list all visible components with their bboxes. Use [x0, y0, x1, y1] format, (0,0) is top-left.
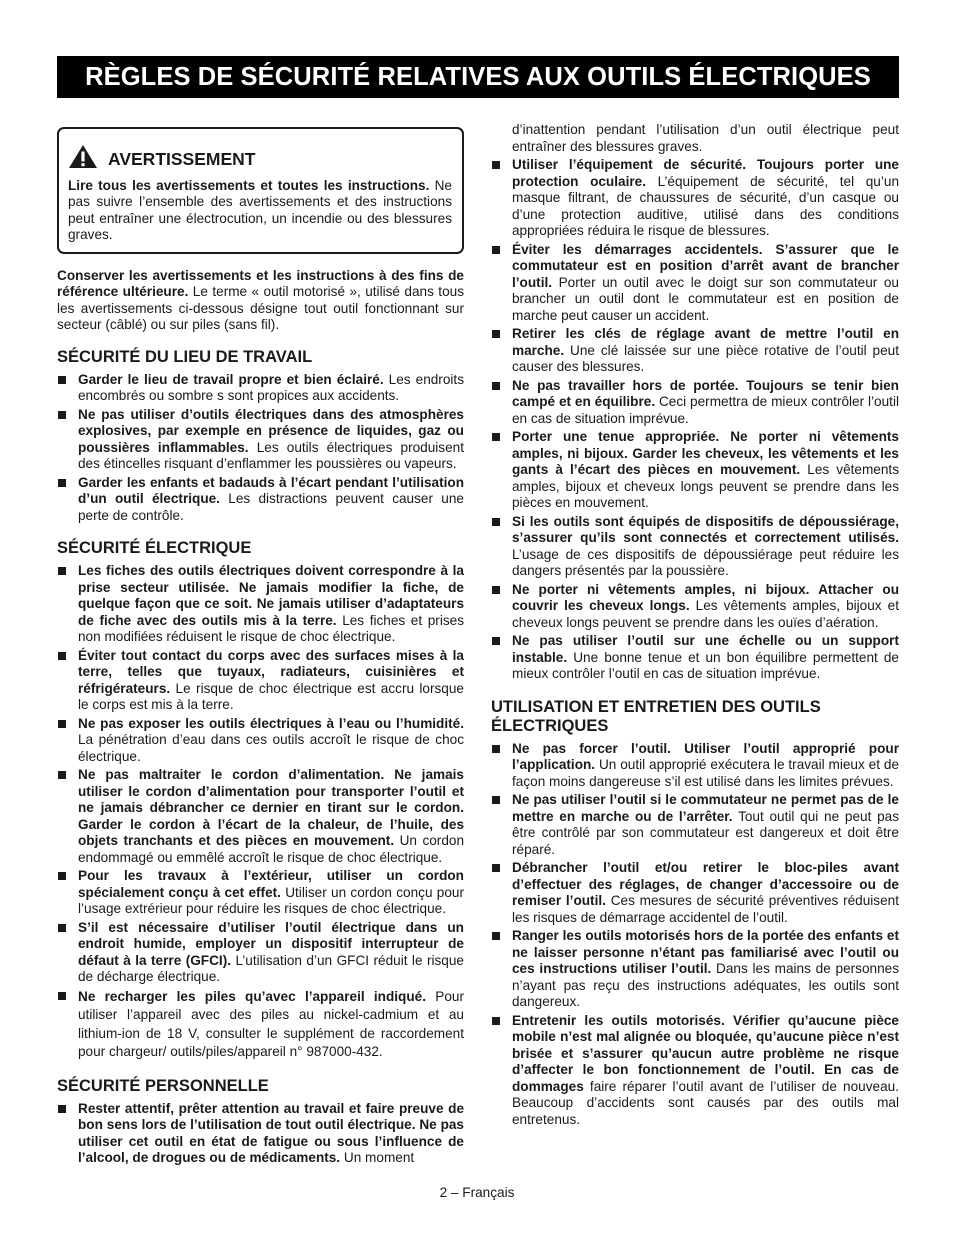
list-item	[491, 582, 899, 632]
list-item	[57, 1101, 464, 1167]
item-text: Les endroits encombrés ou sombre s sont propices aux accidents.	[78, 371, 464, 403]
item-bold: Ne pas utiliser d’outils électriques dans des atmosphères explosives, par exemple en présence de liquides, gaz ou poussières inflammables.	[78, 406, 464, 455]
item-bold: Porter une tenue appropriée. Ne porter ni vêtements amples, ni bijoux. Garder les cheveux, les vêtements et les gants à l’écart des pièces en mouvement.	[512, 429, 899, 477]
item-bold: Retirer les clés de réglage avant de mettre l’outil en marche.	[512, 326, 899, 358]
item-bold: Ne pas maltraiter le cordon d’alimentation. Ne jamais utiliser le cordon d’alimentation pour transporter l’outil et ne jamais débrancher ce dernier en tirant sur le cordon. Garder le cordon à l’écart de la chaleur, de l’huile, des objets tranchants et des pièces en mouvement.	[78, 767, 464, 848]
item-text: Un cordon endommagé ou emmêlé accroît le risque de choc électrique.	[78, 833, 465, 865]
list-entretien	[491, 741, 899, 1129]
item-text: Tout outil qui ne peut pas être contrôlé par son commutateur est dangereux et doit être réparé.	[512, 808, 899, 857]
item-bold: Garder les enfants et badauds à l’écart pendant l’utilisation d’un outil électrique.	[78, 474, 464, 506]
list-item	[491, 378, 899, 428]
list-item	[57, 648, 464, 714]
list-item	[491, 741, 899, 791]
list-item	[491, 429, 899, 512]
left-column	[57, 127, 464, 1182]
item-bold: Ne recharger les piles qu’avec l’appareil indiqué.	[78, 988, 427, 1004]
item-text: Ceci permettra de mieux contrôler l’outil en cas de situation imprévue.	[512, 394, 899, 426]
list-item	[57, 475, 464, 525]
item-text: Les distractions peuvent causer une perte de contrôle.	[78, 491, 464, 523]
item-bold: Les fiches des outils électriques doivent correspondre à la prise secteur utilisée. Ne jamais modifier la fiche, de quelque façon que ce soit. Ne jamais utiliser d’adaptateurs de fiche avec des outils mis à la terre.	[78, 563, 464, 628]
list-lieu	[57, 372, 464, 525]
warning-box	[57, 127, 464, 254]
list-item	[491, 242, 899, 325]
intro-bold: Conserver les avertissements et les instructions à des fins de référence ultérieure.	[57, 267, 464, 299]
item-text: Une bonne tenue et un bon équilibre permettent de mieux contrôler l’outil en cas de situation imprévue.	[512, 649, 899, 681]
section-heading-personnelle: SÉCURITÉ PERSONNELLE	[57, 1076, 269, 1095]
right-column	[491, 122, 899, 1143]
item-text: Un outil approprié exécutera le travail mieux et de façon moins dangereuse s’il est utilisé dans les limites prévues.	[512, 757, 899, 789]
warning-text	[68, 178, 452, 244]
list-item	[491, 514, 899, 580]
item-text: L’usage de ces dispositifs de dépoussiérage peut réduire les dangers présentés par la poussière.	[512, 546, 899, 578]
list-item	[491, 792, 899, 858]
list-personnelle-continued	[491, 157, 899, 683]
item-text: Les fiches et prises non modifiées réduisent le risque de choc électrique.	[78, 612, 464, 644]
warning-header	[68, 144, 452, 174]
list-item	[57, 868, 464, 918]
item-text: Les outils électriques produisent des étincelles risquant d’enflammer les poussières ou vapeurs.	[78, 439, 464, 471]
item-bold: Pour les travaux à l’extérieur, utiliser un cordon spécialement conçu à cet effet.	[78, 868, 464, 900]
list-item	[57, 716, 464, 766]
item-bold: Rester attentif, prêter attention au travail et faire preuve de bon sens lors de l’utilisation de tout outil électrique. Ne pas utiliser cet outil en état de fatigue ou sous l’influence de l’alcool, de drogues ou de médicaments.	[78, 1100, 464, 1165]
item-text: Le risque de choc électrique est accru lorsque le corps est mis à la terre.	[78, 680, 464, 712]
item-bold: Ne pas exposer les outils électriques à l’eau ou l’humidité.	[78, 715, 464, 731]
section-heading-entretien: UTILISATION ET ENTRETIEN DES OUTILS ÉLECTRIQUES	[491, 697, 821, 735]
item-text: Dans les mains de personnes n’ayant pas reçu des instructions adéquates, les outils sont dangereux.	[512, 961, 899, 1009]
item-bold: Si les outils sont équipés de dispositifs de dépoussiérage, s’assurer qu’ils sont connectés et correctement utilisés.	[512, 513, 899, 545]
intro-paragraph	[57, 268, 464, 334]
warning-title: AVERTISSEMENT	[108, 148, 256, 169]
section-heading-lieu: SÉCURITÉ DU LIEU DE TRAVAIL	[57, 347, 313, 366]
list-item	[491, 326, 899, 376]
page-title: RÈGLES DE SÉCURITÉ RELATIVES AUX OUTILS ÉLECTRIQUES	[57, 56, 899, 98]
item-bold: Entretenir les outils motorisés. Vérifier qu’aucune pièce mobile n’est mal alignée ou bloquée, qu’aucune pièce n’est brisée et s’assurer qu’aucun autre problème ne risque d’affecter le bon fonctionnement de l’outil. En cas de dommages	[512, 1012, 899, 1094]
list-item	[57, 920, 464, 986]
item-bold: Éviter tout contact du corps avec des surfaces mises à la terre, telles que tuyaux, radiateurs, cuisinières et réfrigérateurs.	[78, 647, 464, 696]
warning-triangle-icon	[68, 144, 98, 174]
item-bold: S’il est nécessaire d’utiliser l’outil électrique dans un endroit humide, employer un dispositif interrupteur de défaut à la terre (GFCI).	[78, 919, 464, 968]
item-bold: Ne pas utiliser l’outil sur une échelle ou un support instable.	[512, 633, 899, 665]
page-footer: 2 – Français	[439, 1185, 515, 1200]
item-text: Utiliser un cordon conçu pour l’usage extrérieur pour réduire les risques de choc électrique.	[78, 884, 464, 916]
section-heading-electrique: SÉCURITÉ ÉLECTRIQUE	[57, 539, 252, 557]
warning-body: Ne pas suivre l’ensemble des avertissements et des instructions peut entraîner une électrocution, un incendie ou des blessures graves.	[68, 177, 452, 242]
item-bold: Ranger les outils motorisés hors de la portée des enfants et ne laisser personne n’étant pas familiarisé avec l’outil ou ces instructions utiliser l’outil.	[512, 928, 899, 976]
item-bold: Débrancher l’outil et/ou retirer le bloc-piles avant d’effectuer des réglages, de changer d’accessoire ou de remiser l’outil.	[512, 860, 899, 908]
item-bold: Ne pas travailler hors de portée. Toujours se tenir bien campé et en équilibre.	[512, 377, 899, 409]
list-electrique	[57, 563, 464, 1062]
item-bold: Utiliser l’équipement de sécurité. Toujours porter une protection oculaire.	[512, 157, 899, 189]
list-item	[491, 860, 899, 926]
item-text: Pour utiliser l’appareil avec des piles au nickel-cadmium et au lithium-ion de 18 V, consulter le supplément de raccordement pour chargeur/ outils/piles/appareil n° 987000-432.	[78, 988, 464, 1059]
item-text: L’utilisation d’un GFCI réduit le risque de décharge électrique.	[78, 952, 464, 984]
item-bold: Ne pas utiliser l’outil si le commutateur ne permet pas de le mettre en marche ou de l’arrêter.	[512, 792, 899, 824]
list-item	[491, 928, 899, 1011]
list-item	[57, 563, 464, 646]
item-text: faire réparer l’outil avant de l’utiliser de nouveau. Beaucoup d’accidents sont causés par des outils mal entretenus.	[512, 1078, 899, 1127]
item-text: Une clé laissée sur une pièce rotative de l’outil peut causer des blessures.	[512, 342, 899, 374]
item-bold: Ne pas forcer l’outil. Utiliser l’outil approprié pour l’application.	[512, 740, 899, 772]
item-text: Les vêtements amples, bijoux et cheveux longs peuvent se prendre dans les ouïes d’aération.	[512, 598, 900, 630]
list-item	[491, 157, 899, 240]
item-bold: Garder le lieu de travail propre et bien éclairé.	[78, 371, 384, 387]
item-text: Porter un outil avec le doigt sur son commutateur ou brancher un outil dont le commutateur est en position de marche peut causer un accident.	[512, 274, 899, 323]
intro-text: Le terme « outil motorisé », utilisé dans tous les avertissements ci-dessous désigne tout outil fonctionnant sur secteur (câblé) ou sur piles (sans fil).	[57, 284, 464, 332]
item-text: L’équipement de sécurité, tel qu’un masque filtrant, de chaussures de sécurité, d’un casque ou d’une protection auditive, utilisé dans des conditions appropriées réduira le risque de blessures.	[512, 173, 900, 238]
item-text: Un moment	[340, 1150, 415, 1165]
list-item	[57, 407, 464, 473]
continuation-text: d’inattention pendant l’utilisation d’un outil électrique peut entraîner des blessures graves.	[512, 122, 899, 154]
warning-bold: Lire tous les avertissements et toutes les instructions.	[68, 177, 430, 193]
item-text: Ces mesures de sécurité préventives réduisent les risques de démarrage accidentel de l’outil.	[512, 893, 899, 925]
list-personnelle	[57, 1101, 464, 1167]
list-item	[491, 633, 899, 683]
item-text: La pénétration d’eau dans ces outils accroît le risque de choc électrique.	[78, 732, 464, 764]
list-item	[57, 767, 464, 866]
list-item	[491, 1013, 899, 1129]
item-bold: Ne porter ni vêtements amples, ni bijoux. Attacher ou couvrir les cheveux longs.	[512, 581, 899, 613]
list-item	[57, 372, 464, 405]
list-item	[57, 988, 464, 1062]
item-bold: Éviter les démarrages accidentels. S’assurer que le commutateur est en position d’arrêt avant de brancher l’outil.	[512, 241, 899, 290]
item-text: Les vêtements amples, bijoux et cheveux longs peuvent se prendre dans les pièces en mouvement.	[512, 462, 899, 510]
